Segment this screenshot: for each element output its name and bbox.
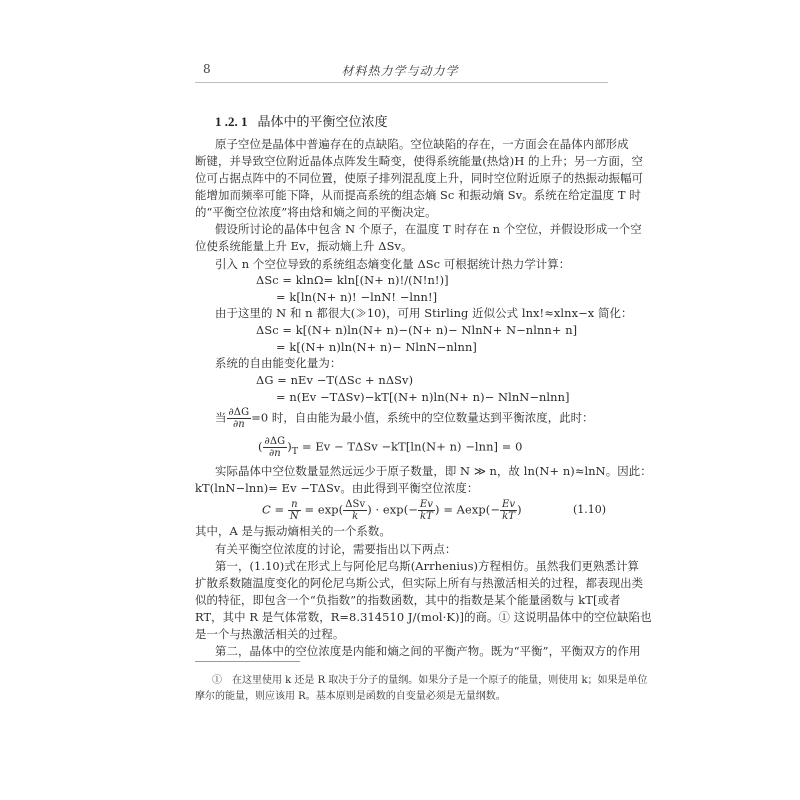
paragraph-line: 是一个与热激活相关的过程。 <box>195 627 345 641</box>
paragraph-line: 位可占据点阵中的不同位置，使原子排列混乱度上升，同时空位附近原子的热振动振幅可 <box>195 171 644 185</box>
paragraph-line: 扩散系数随温度变化的阿伦尼乌斯公式，但实际上所有与热激活相关的过程，都表现出类 <box>195 576 644 590</box>
paragraph-line: RT，其中 R 是气体常数，R=8.314510 J/(mol·K)]的商。① 这说明晶体中的空位缺陷也 <box>195 610 652 624</box>
paragraph-line: 断键，并导致空位附近晶体点阵发生畸变，使得系统能量(热焓)H 的上升；另一方面，空 <box>195 154 643 168</box>
partial-derivative: $\frac{\partial\Delta G}{\partial n}$ <box>264 436 286 459</box>
running-header-title: 材料热力学与动力学 <box>341 64 459 78</box>
paragraph-line: kT(lnN−lnn)= Ev −TΔSv。由此得到平衡空位浓度： <box>195 481 479 495</box>
paragraph-line: 系统的自由能变化量为： <box>215 356 342 370</box>
equation-line: = n(Ev −TΔSv)−kT[(N+ n)ln(N+ n)− NlnN−nlnn] <box>276 390 570 404</box>
paragraph-line: 其中，A 是与振动熵相关的一个系数。 <box>195 524 391 538</box>
paragraph-line: 引入 n 个空位导致的系统组态熵变化量 ΔSc 可根据统计热力学计算： <box>215 257 571 271</box>
equation-line: ΔG = nEv −T(ΔSc + nΔSv) <box>256 373 414 387</box>
section-heading <box>215 111 388 130</box>
equation-line: ΔSc = klnΩ= kln[(N+ n)!/(N!n!)] <box>256 273 449 287</box>
equation-1-10: C = $\frac{n}{N}$ = exp( $\frac{\text{ΔSv}}{k}$ ) · exp(− $\frac{Ev}{kT}$ ) = Aexp(− $\frac{Ev}{kT}$ ) <box>262 499 522 522</box>
footnote-rule <box>195 661 300 662</box>
paragraph-line: 的“平衡空位浓度”将由焓和熵之间的平衡决定。 <box>195 205 437 219</box>
paragraph-line: 假设所讨论的晶体中包含 N 个原子，在温度 T 时存在 n 个空位，并假设形成一个空 <box>215 222 642 236</box>
paragraph-line: 实际晶体中空位数量显然远远少于原子数量，即 N ≫ n，故 ln(N+ n)≈lnN。因此： <box>215 464 652 478</box>
paragraph-line: 有关平衡空位浓度的讨论，需要指出以下两点： <box>215 542 457 556</box>
equation-line: ( $\frac{\partial\Delta G}{\partial n}$ )$_T = Ev - T\Delta Sv -kT[\ln(N+ n) -\ln n] = 0$ <box>258 436 523 459</box>
footnote-line: 摩尔的能量，则应该用 R。基本原则是函数的自变量必须是无量纲数。 <box>195 691 506 702</box>
paragraph-line: 位使系统能量上升 Ev，振动熵上升 ΔSv。 <box>195 239 413 253</box>
paragraph-line: 能增加而频率可能下降，从而提高系统的组态熵 Sc 和振动熵 Sv。系统在给定温度 T 时 <box>195 188 641 202</box>
section-number: 1 .2. 1 <box>215 114 248 129</box>
paragraph-line: 由于这里的 N 和 n 都很大(≫10)，可用 Stirling 近似公式 lnx!≈xlnx−x 简化： <box>215 306 633 320</box>
equation-line: ΔSc = k[(N+ n)ln(N+ n)−(N+ n)− NlnN+ N−nlnn+ n] <box>256 323 578 337</box>
paragraph-line: 第一，(1.10)式在形式上与阿伦尼乌斯(Arrhenius)方程相仿。虽然我们更熟悉计算 <box>215 559 639 573</box>
paragraph-line: 原子空位是晶体中普遍存在的点缺陷。空位缺陷的存在，一方面会在晶体内部形成 <box>215 137 629 151</box>
paragraph-line: 第二，晶体中的空位浓度是内能和熵之间的平衡产物。既为“平衡”，平衡双方的作用 <box>215 644 641 658</box>
header-rule <box>195 82 608 83</box>
equation-line: = k[(N+ n)ln(N+ n)− NlnN−nlnn] <box>276 340 477 354</box>
section-title: 晶体中的平衡空位浓度 <box>257 115 388 130</box>
partial-derivative: $\frac{\partial\Delta G}{\partial n}$ <box>228 407 250 430</box>
footnote-line: ① 在这里使用 k 还是 R 取决于分子的量纲。如果分子是一个原子的能量，则使用 k；如果是单位 <box>212 675 648 686</box>
equation-line: = k[ln(N+ n)! −lnN! −lnn!] <box>276 290 438 304</box>
paragraph-line: 似的特征，即包含一个“负指数”的指数函数，其中的指数是某个能量函数与 kT[或者 <box>195 593 621 607</box>
condition-line: 当 $\frac{\partial\Delta G}{\partial n}$ =0 时，自由能为最小值，系统中的空位数量达到平衡浓度，此时： <box>215 407 594 430</box>
page-number: 8 <box>203 62 211 76</box>
equation-number: (1.10) <box>573 503 607 516</box>
